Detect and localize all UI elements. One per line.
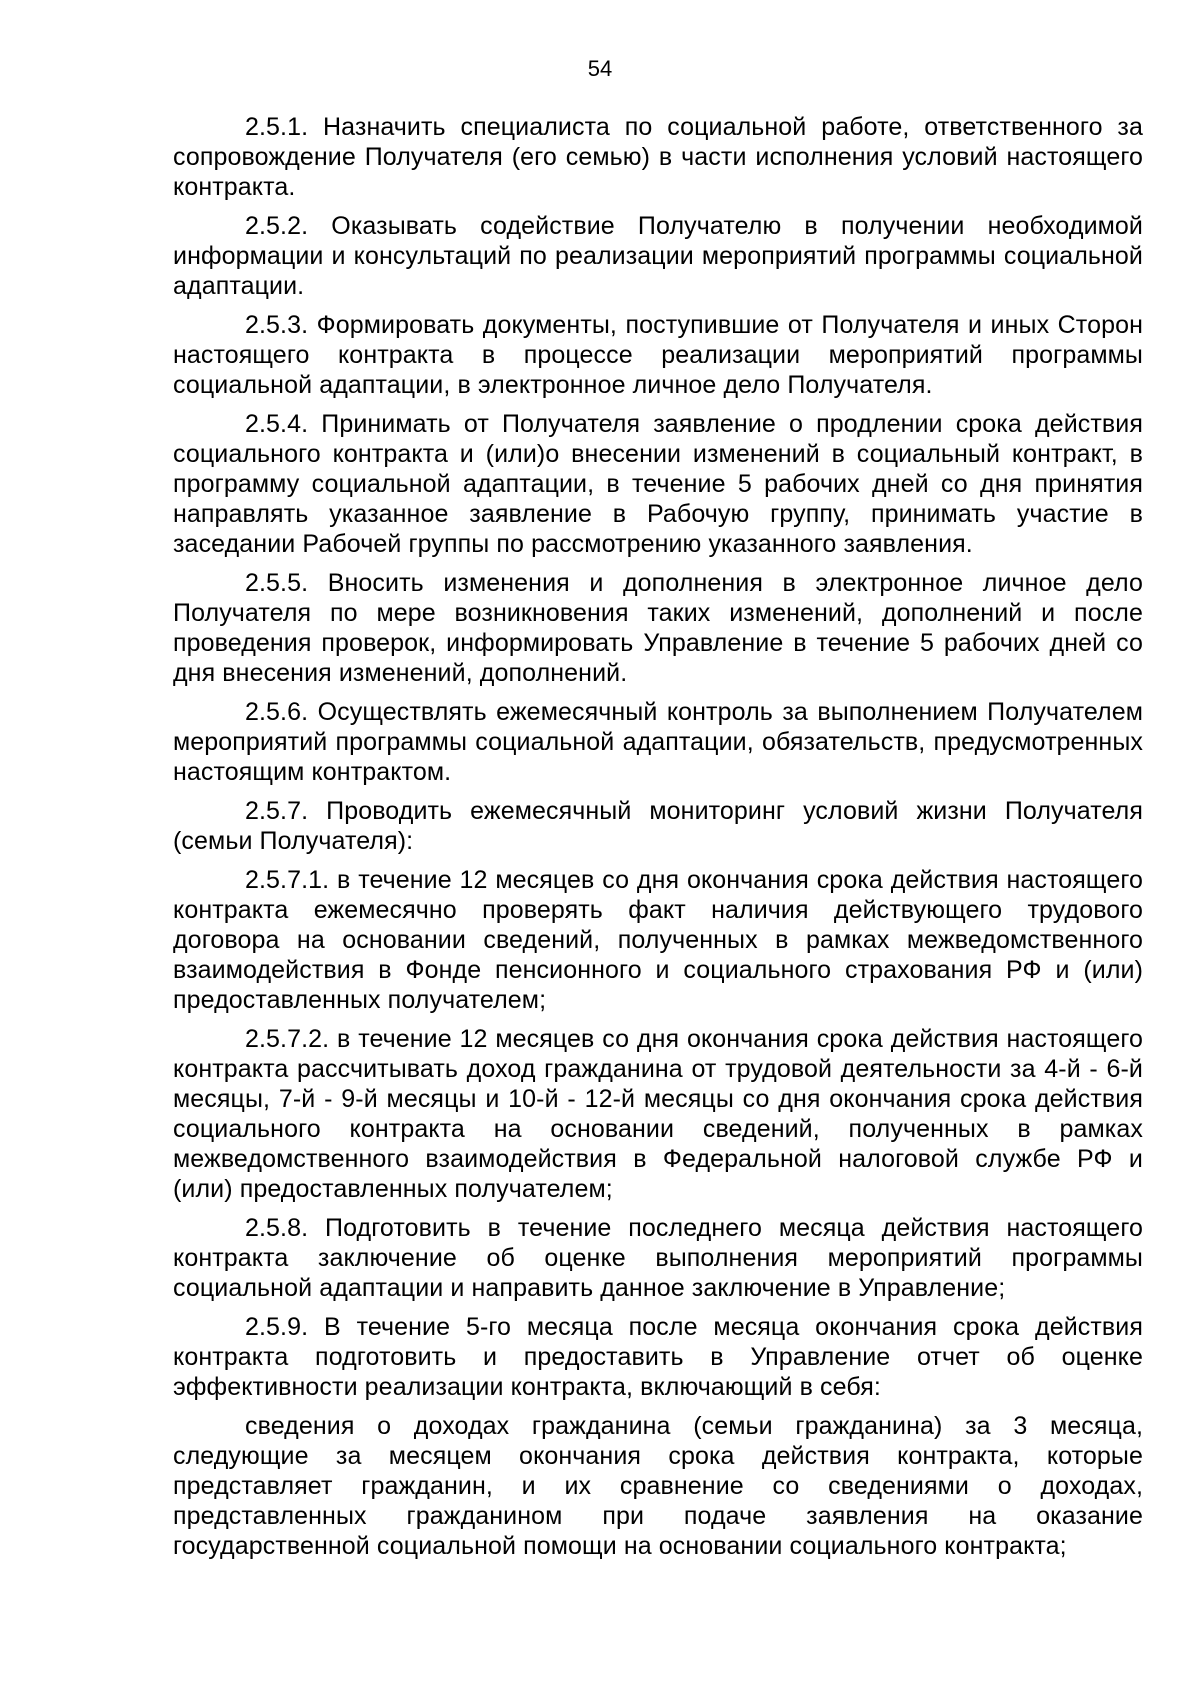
clause-2-5-9: 2.5.9. В течение 5-го месяца после месяца окончания срока действия контракта подготовить и предоставить в Управление отчет об оценке эффективности реализации контракта, включающий в себя:: [173, 1313, 1143, 1401]
clause-2-5-5: 2.5.5. Вносить изменения и дополнения в электронное личное дело Получателя по мере возникновения таких изменений, дополнений и после проведения проверок, информировать Управление в течение 5 рабочих дней со дня внесения изменений, дополнений.: [173, 569, 1143, 687]
document-body: [173, 112, 1143, 1570]
clause-2-5-8: 2.5.8. Подготовить в течение последнего месяца действия настоящего контракта заключение об оценке выполнения мероприятий программы социальной адаптации и направить данное заключение в Управление;: [173, 1214, 1143, 1302]
page-number: 54: [587, 56, 613, 81]
clause-2-5-6: 2.5.6. Осуществлять ежемесячный контроль за выполнением Получателем мероприятий программы социальной адаптации, обязательств, предусмотренных настоящим контрактом.: [173, 698, 1143, 786]
clause-2-5-7-1: 2.5.7.1. в течение 12 месяцев со дня окончания срока действия настоящего контракта ежемесячно проверять факт наличия действующего трудового договора на основании сведений, полученных в рамках межведомственного взаимодействия в Фонде пенсионного и социального страхования РФ и (или) предоставленных получателем;: [173, 866, 1143, 1014]
clause-2-5-9-item: сведения о доходах гражданина (семьи гражданина) за 3 месяца, следующие за месяцем окончания срока действия контракта, которые представляет гражданин, и их сравнение со сведениями о доходах, представленных гражданином при подаче заявления на оказание государственной социальной помощи на основании социального контракта;: [173, 1412, 1143, 1560]
clause-2-5-7-2: 2.5.7.2. в течение 12 месяцев со дня окончания срока действия настоящего контракта рассчитывать доход гражданина от трудовой деятельности за 4-й - 6-й месяцы, 7-й - 9-й месяцы и 10-й - 12-й месяцы со дня окончания срока действия социального контракта на основании сведений, полученных в рамках межведомственного взаимодействия в Федеральной налоговой службе РФ и (или) предоставленных получателем;: [173, 1025, 1143, 1203]
clause-2-5-4: 2.5.4. Принимать от Получателя заявление о продлении срока действия социального контракта и (или)о внесении изменений в социальный контракт, в программу социальной адаптации, в течение 5 рабочих дней со дня принятия направлять указанное заявление в Рабочую группу, принимать участие в заседании Рабочей группы по рассмотрению указанного заявления.: [173, 410, 1143, 558]
clause-2-5-3: 2.5.3. Формировать документы, поступившие от Получателя и иных Сторон настоящего контракта в процессе реализации мероприятий программы социальной адаптации, в электронное личное дело Получателя.: [173, 311, 1143, 399]
clause-2-5-2: 2.5.2. Оказывать содействие Получателю в получении необходимой информации и консультаций по реализации мероприятий программы социальной адаптации.: [173, 212, 1143, 300]
clause-2-5-7: 2.5.7. Проводить ежемесячный мониторинг условий жизни Получателя (семьи Получателя):: [173, 797, 1143, 855]
clause-2-5-1: 2.5.1. Назначить специалиста по социальной работе, ответственного за сопровождение Получателя (его семью) в части исполнения условий настоящего контракта.: [173, 113, 1143, 201]
